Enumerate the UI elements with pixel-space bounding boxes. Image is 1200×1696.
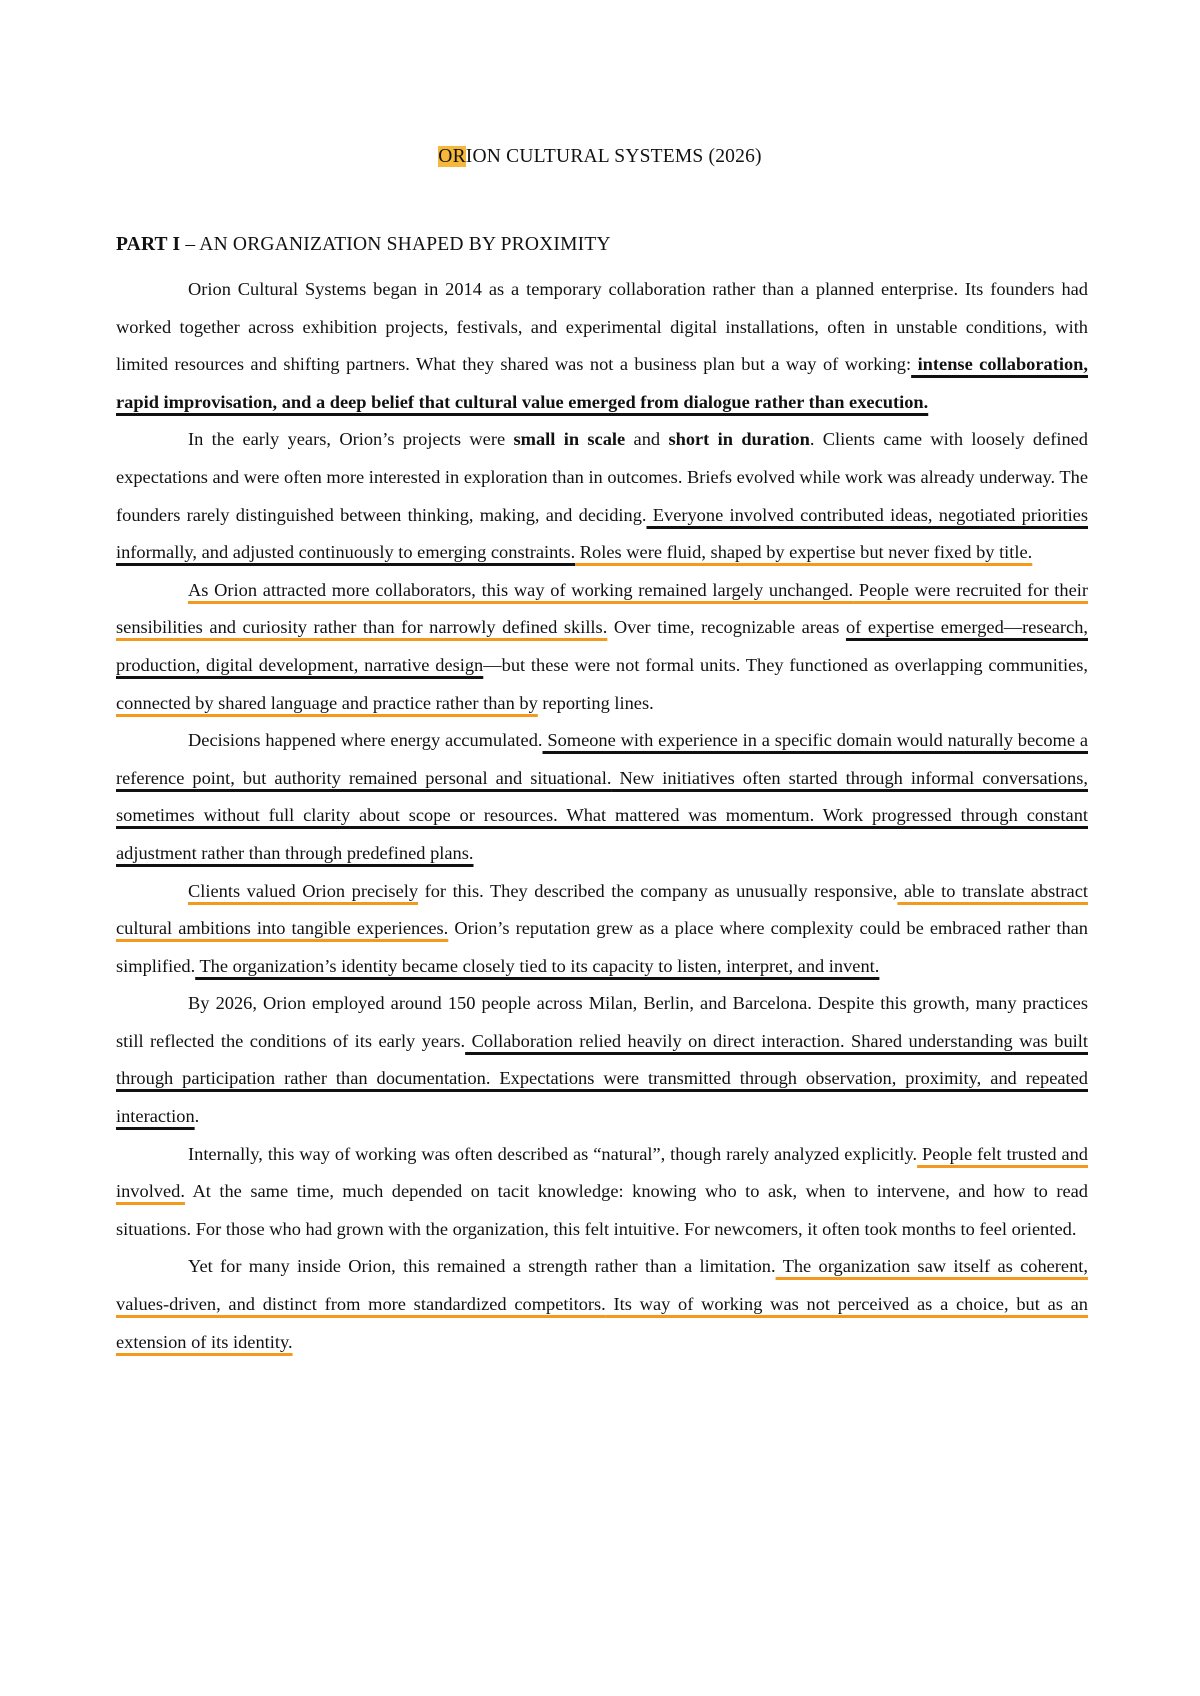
p7-text-1: Internally, this way of working was often described as “natural”, though rarely analyzed explicitly. bbox=[188, 1143, 918, 1164]
p5-underline-2: able to translate abstract cultural ambitions into tangible experiences. bbox=[116, 880, 1088, 939]
p8-text: Yet for many inside Orion, this remained a strength rather than a limitation. bbox=[188, 1256, 776, 1277]
p3-underline-3: of expertise emerged—research, production, digital development, narrative design bbox=[116, 617, 1088, 675]
p3-text-3: reporting lines. bbox=[537, 692, 654, 713]
p3-text-2: —but these were not formal units. They functioned as overlapping communities, bbox=[483, 654, 1088, 675]
p2-bold-1: small in scale bbox=[513, 429, 626, 450]
paragraph-1 bbox=[116, 271, 1088, 421]
section-title: – AN ORGANIZATION SHAPED BY PROXIMITY bbox=[180, 234, 611, 255]
p2-underline-orange: Roles were fluid, shaped by expertise but never fixed by title. bbox=[575, 542, 1033, 563]
p8-underline-1: The organization saw itself as coherent, values-driven, and distinct from more standardized competitors. bbox=[116, 1256, 1088, 1315]
section-label: PART I bbox=[116, 234, 181, 255]
document-body bbox=[116, 271, 1088, 1361]
p2-underline-black: Everyone involved contributed ideas, negotiated priorities informally, and adjusted continuously to emerging constraints. bbox=[116, 504, 1088, 563]
p5-text-2: Orion’s reputation grew as a place where complexity could be embraced rather than simplified. bbox=[116, 918, 1088, 976]
p2-bold-2: short in duration bbox=[668, 429, 810, 450]
paragraph-5 bbox=[116, 873, 1088, 986]
section-heading bbox=[116, 230, 1076, 260]
paragraph-2 bbox=[116, 421, 1088, 571]
p4-underline-2: New initiatives often started through informal conversations, sometimes without full clarity about scope or resources. What mattered was momentum. Work progressed through constant adjustment rather than through predefined plans. bbox=[116, 767, 1088, 863]
p4-text: Decisions happened where energy accumulated. bbox=[188, 730, 543, 751]
p5-underline-1: Clients valued Orion precisely bbox=[188, 880, 419, 901]
paragraph-3 bbox=[116, 572, 1088, 722]
p5-underline-3: The organization’s identity became closely tied to its capacity to listen, interpret, and invent. bbox=[195, 955, 880, 976]
p2-text-1: In the early years, Orion’s projects were bbox=[188, 429, 514, 450]
p7-text-2: At the same time, much depended on tacit knowledge: knowing who to ask, when to intervene, and how to read situations. For those who had grown with the organization, this felt intuitive. For newcomers, it often took months to feel oriented. bbox=[116, 1181, 1088, 1239]
p3-text-1: Over time, recognizable areas bbox=[607, 617, 846, 638]
p6-text-2: . bbox=[194, 1106, 200, 1127]
document-title bbox=[0, 142, 1200, 172]
p3-underline-1: As Orion attracted more collaborators, this way of working remained largely unchanged. bbox=[188, 579, 854, 600]
p3-underline-2: People were recruited for their sensibilities and curiosity rather than for narrowly defined skills. bbox=[116, 579, 1088, 638]
p8-underline-2: Its way of working was not perceived as a choice, but as an extension of its identity. bbox=[116, 1294, 1088, 1352]
paragraph-4 bbox=[116, 722, 1088, 872]
paragraph-7 bbox=[116, 1136, 1088, 1249]
title-highlight: OR bbox=[438, 146, 466, 167]
p5-text-1: for this. They described the company as unusually responsive, bbox=[418, 880, 898, 901]
p1-text: Orion Cultural Systems began in 2014 as a temporary collaboration rather than a planned enterprise. Its founders had worked together across exhibition projects, festivals, and experimental digital installations, often in unstable conditions, with limited resources and shifting partners. What they shared was not a business plan but a way of working: bbox=[116, 279, 1088, 375]
p2-text-3: . Clients came with loosely defined expectations and were often more interested in exploration than in outcomes. Briefs evolved while work was already underway. The founders rarely distinguished between thinking, making, and deciding. bbox=[116, 429, 1088, 525]
p3-underline-4: connected by shared language and practice rather than by bbox=[116, 692, 538, 713]
paragraph-6 bbox=[116, 985, 1088, 1135]
paragraph-8 bbox=[116, 1248, 1088, 1361]
title-year: (2026) bbox=[708, 146, 762, 167]
p6-underline: Collaboration relied heavily on direct interaction. Shared understanding was built through participation rather than documentation. Expectations were transmitted through observation, proximity, and repeated interaction bbox=[116, 1030, 1088, 1127]
p6-text-1: By 2026, Orion employed around 150 people across Milan, Berlin, and Barcelona. Despite this growth, many practices still reflected the conditions of its early years. bbox=[116, 993, 1088, 1051]
p1-bold-underline: intense collaboration, rapid improvisation, and a deep belief that cultural value emerged from dialogue rather than execution. bbox=[116, 354, 1088, 412]
p4-underline-1: Someone with experience in a specific domain would naturally become a reference point, but authority remained personal and situational. bbox=[116, 730, 1088, 788]
p2-text-2: and bbox=[625, 429, 669, 450]
title-text: ION CULTURAL SYSTEMS bbox=[465, 146, 709, 167]
p7-underline: People felt trusted and involved. bbox=[116, 1143, 1089, 1202]
